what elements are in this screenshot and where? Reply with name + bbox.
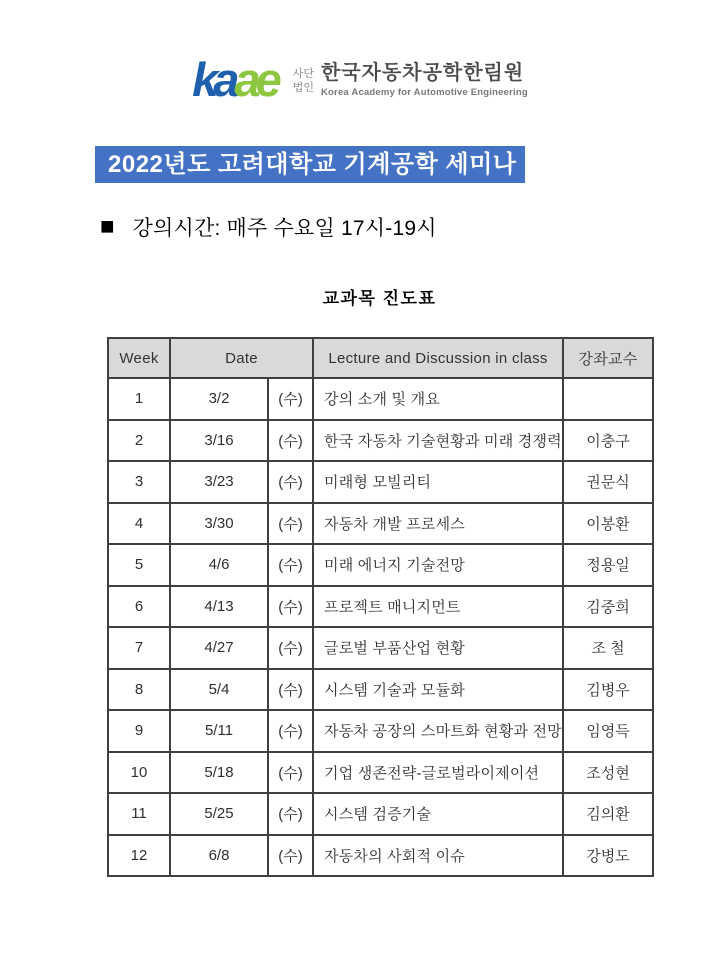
table-row bbox=[108, 793, 653, 835]
professor-cell: 정용일 bbox=[563, 544, 653, 586]
square-bullet-icon: ■ bbox=[100, 213, 115, 240]
table-row bbox=[108, 461, 653, 503]
table-row bbox=[108, 669, 653, 711]
header-date: Date bbox=[170, 338, 313, 378]
professor-cell: 김의환 bbox=[563, 793, 653, 835]
lecture-cell: 자동차 공장의 스마트화 현황과 전망 bbox=[313, 710, 563, 752]
table-row bbox=[108, 378, 653, 420]
professor-cell: 김중희 bbox=[563, 586, 653, 628]
date-cell: 4/27 bbox=[170, 627, 268, 669]
date-cell: 5/4 bbox=[170, 669, 268, 711]
day-cell: (수) bbox=[268, 378, 313, 420]
lecture-time-text: 강의시간: 매주 수요일 17시-19시 bbox=[132, 217, 437, 240]
date-cell: 5/11 bbox=[170, 710, 268, 752]
logo-entity-line1: 사단 bbox=[292, 68, 314, 80]
table-row bbox=[108, 710, 653, 752]
kaae-logo bbox=[192, 53, 528, 106]
lecture-cell: 자동차 개발 프로세스 bbox=[313, 503, 563, 545]
day-cell: (수) bbox=[268, 544, 313, 586]
professor-cell bbox=[563, 378, 653, 420]
table-row bbox=[108, 752, 653, 794]
date-cell: 6/8 bbox=[170, 835, 268, 877]
lecture-cell: 글로벌 부품산업 현황 bbox=[313, 627, 563, 669]
table-row bbox=[108, 544, 653, 586]
table-caption: 교과목 진도표 bbox=[322, 289, 437, 308]
date-cell: 5/25 bbox=[170, 793, 268, 835]
lecture-time-line bbox=[100, 212, 437, 242]
week-cell: 6 bbox=[108, 586, 170, 628]
week-cell: 11 bbox=[108, 793, 170, 835]
lecture-cell: 미래 에너지 기술전망 bbox=[313, 544, 563, 586]
lecture-cell: 기업 생존전략-글로벌라이제이션 bbox=[313, 752, 563, 794]
week-cell: 2 bbox=[108, 420, 170, 462]
lecture-cell: 시스템 검증기술 bbox=[313, 793, 563, 835]
kaae-wordmark-ka: ka bbox=[192, 53, 235, 106]
header-week: Week bbox=[108, 338, 170, 378]
day-cell: (수) bbox=[268, 793, 313, 835]
header-professor: 강좌교수 bbox=[563, 338, 653, 378]
week-cell: 3 bbox=[108, 461, 170, 503]
kaae-wordmark-ae: ae bbox=[234, 53, 277, 106]
lecture-cell: 한국 자동차 기술현황과 미래 경쟁력 bbox=[313, 420, 563, 462]
lecture-cell: 프로젝트 매니지먼트 bbox=[313, 586, 563, 628]
week-cell: 4 bbox=[108, 503, 170, 545]
date-cell: 4/6 bbox=[170, 544, 268, 586]
professor-cell: 임영득 bbox=[563, 710, 653, 752]
date-cell: 4/13 bbox=[170, 586, 268, 628]
kaae-wordmark-icon bbox=[192, 53, 283, 106]
table-row bbox=[108, 503, 653, 545]
table-row bbox=[108, 420, 653, 462]
logo-entity-line2: 법인 bbox=[292, 82, 314, 95]
date-cell: 3/30 bbox=[170, 503, 268, 545]
lecture-cell: 자동차의 사회적 이슈 bbox=[313, 835, 563, 877]
week-cell: 1 bbox=[108, 378, 170, 420]
course-schedule-table bbox=[107, 337, 654, 877]
table-row bbox=[108, 627, 653, 669]
logo-text-block bbox=[293, 61, 528, 98]
week-cell: 10 bbox=[108, 752, 170, 794]
logo-names bbox=[321, 61, 528, 98]
table-row bbox=[108, 835, 653, 877]
day-cell: (수) bbox=[268, 627, 313, 669]
professor-cell: 이충구 bbox=[563, 420, 653, 462]
professor-cell: 조 철 bbox=[563, 627, 653, 669]
week-cell: 5 bbox=[108, 544, 170, 586]
day-cell: (수) bbox=[268, 710, 313, 752]
week-cell: 9 bbox=[108, 710, 170, 752]
day-cell: (수) bbox=[268, 461, 313, 503]
date-cell: 3/16 bbox=[170, 420, 268, 462]
day-cell: (수) bbox=[268, 752, 313, 794]
logo-org-name-english: Korea Academy for Automotive Engineering bbox=[320, 87, 528, 98]
logo-entity-type bbox=[293, 61, 314, 96]
lecture-cell: 미래형 모빌리티 bbox=[313, 461, 563, 503]
table-row bbox=[108, 586, 653, 628]
professor-cell: 김병우 bbox=[563, 669, 653, 711]
week-cell: 7 bbox=[108, 627, 170, 669]
day-cell: (수) bbox=[268, 586, 313, 628]
day-cell: (수) bbox=[268, 420, 313, 462]
week-cell: 12 bbox=[108, 835, 170, 877]
date-cell: 3/23 bbox=[170, 461, 268, 503]
lecture-cell: 강의 소개 및 개요 bbox=[313, 378, 563, 420]
lecture-cell: 시스템 기술과 모듈화 bbox=[313, 669, 563, 711]
professor-cell: 이봉환 bbox=[563, 503, 653, 545]
header-lecture: Lecture and Discussion in class bbox=[313, 338, 563, 378]
week-cell: 8 bbox=[108, 669, 170, 711]
professor-cell: 강병도 bbox=[563, 835, 653, 877]
date-cell: 5/18 bbox=[170, 752, 268, 794]
day-cell: (수) bbox=[268, 669, 313, 711]
professor-cell: 권문식 bbox=[563, 461, 653, 503]
logo-org-name-korean: 한국자동차공학한림원 bbox=[320, 62, 525, 84]
seminar-title-banner: 2022년도 고려대학교 기계공학 세미나 bbox=[95, 146, 525, 183]
date-cell: 3/2 bbox=[170, 378, 268, 420]
day-cell: (수) bbox=[268, 503, 313, 545]
day-cell: (수) bbox=[268, 835, 313, 877]
professor-cell: 조성현 bbox=[563, 752, 653, 794]
table-header-row bbox=[108, 338, 653, 378]
